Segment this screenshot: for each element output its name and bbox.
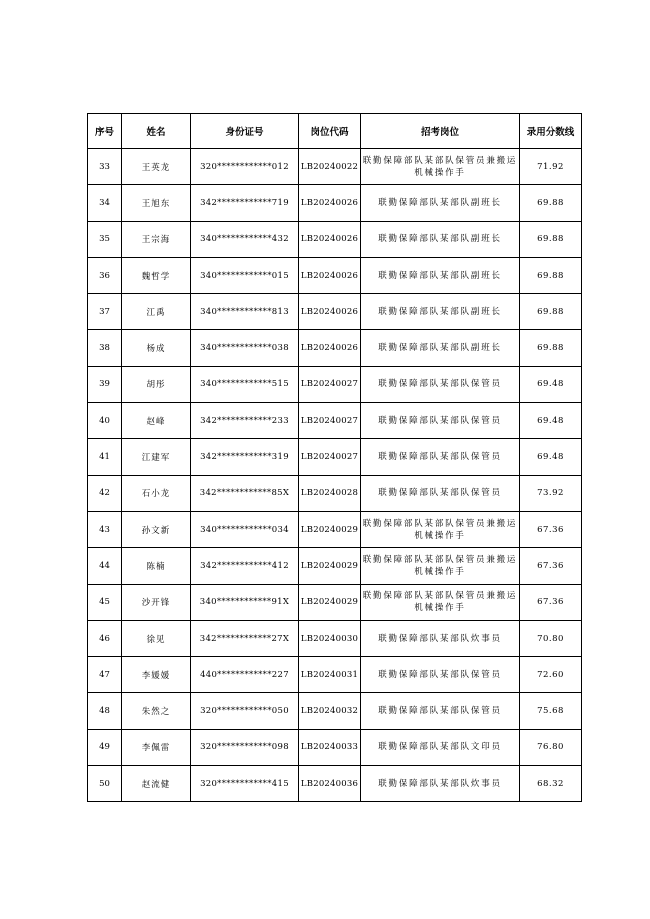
cell-name: 沙开锋 xyxy=(122,584,191,620)
cell-name: 江禹 xyxy=(122,294,191,330)
cell-score: 69.88 xyxy=(520,185,582,221)
cell-no: 45 xyxy=(88,584,122,620)
cell-score: 69.48 xyxy=(520,366,582,402)
cell-post-code: LB20240022 xyxy=(299,149,361,185)
cell-id-number: 340************015 xyxy=(191,257,299,293)
header-score: 录用分数线 xyxy=(520,114,582,149)
cell-score: 75.68 xyxy=(520,693,582,729)
cell-name: 李媛媛 xyxy=(122,657,191,693)
cell-name: 江建军 xyxy=(122,439,191,475)
cell-name: 王宗海 xyxy=(122,221,191,257)
cell-post-code: LB20240030 xyxy=(299,620,361,656)
cell-post: 联勤保障部队某部队保管员兼搬运机械操作手 xyxy=(361,584,520,620)
cell-id-number: 342************412 xyxy=(191,548,299,584)
cell-no: 36 xyxy=(88,257,122,293)
table-body xyxy=(88,149,582,802)
cell-post: 联勤保障部队某部队保管员兼搬运机械操作手 xyxy=(361,149,520,185)
cell-score: 71.92 xyxy=(520,149,582,185)
cell-post: 联勤保障部队某部队副班长 xyxy=(361,185,520,221)
cell-score: 76.80 xyxy=(520,729,582,765)
cell-score: 69.88 xyxy=(520,330,582,366)
cell-id-number: 320************415 xyxy=(191,766,299,802)
cell-name: 孙文新 xyxy=(122,511,191,547)
table-row xyxy=(88,366,582,402)
table-row xyxy=(88,475,582,511)
cell-no: 41 xyxy=(88,439,122,475)
table-header-row xyxy=(88,114,582,149)
cell-no: 35 xyxy=(88,221,122,257)
table-row xyxy=(88,548,582,584)
table-row xyxy=(88,766,582,802)
cell-no: 37 xyxy=(88,294,122,330)
cell-id-number: 340************91X xyxy=(191,584,299,620)
cell-no: 43 xyxy=(88,511,122,547)
cell-post: 联勤保障部队某部队副班长 xyxy=(361,294,520,330)
cell-post-code: LB20240029 xyxy=(299,548,361,584)
cell-post-code: LB20240032 xyxy=(299,693,361,729)
table-row xyxy=(88,185,582,221)
cell-post-code: LB20240026 xyxy=(299,330,361,366)
cell-id-number: 340************813 xyxy=(191,294,299,330)
cell-post: 联勤保障部队某部队副班长 xyxy=(361,330,520,366)
cell-post: 联勤保障部队某部队副班长 xyxy=(361,221,520,257)
cell-post-code: LB20240026 xyxy=(299,257,361,293)
cell-score: 69.48 xyxy=(520,403,582,439)
cell-name: 赵流健 xyxy=(122,766,191,802)
cell-post-code: LB20240036 xyxy=(299,766,361,802)
header-post: 招考岗位 xyxy=(361,114,520,149)
cell-id-number: 340************038 xyxy=(191,330,299,366)
cell-score: 69.88 xyxy=(520,294,582,330)
cell-no: 40 xyxy=(88,403,122,439)
table-row xyxy=(88,330,582,366)
cell-name: 石小龙 xyxy=(122,475,191,511)
cell-post: 联勤保障部队某部队保管员兼搬运机械操作手 xyxy=(361,548,520,584)
cell-score: 67.36 xyxy=(520,584,582,620)
cell-name: 杨成 xyxy=(122,330,191,366)
cell-score: 69.88 xyxy=(520,257,582,293)
cell-post-code: LB20240027 xyxy=(299,366,361,402)
cell-id-number: 340************515 xyxy=(191,366,299,402)
cell-post: 联勤保障部队某部队炊事员 xyxy=(361,620,520,656)
cell-id-number: 320************098 xyxy=(191,729,299,765)
cell-post: 联勤保障部队某部队保管员 xyxy=(361,366,520,402)
cell-name: 徐见 xyxy=(122,620,191,656)
cell-post: 联勤保障部队某部队保管员 xyxy=(361,475,520,511)
cell-name: 李佩雷 xyxy=(122,729,191,765)
cell-no: 44 xyxy=(88,548,122,584)
cell-no: 47 xyxy=(88,657,122,693)
cell-no: 50 xyxy=(88,766,122,802)
cell-name: 赵峰 xyxy=(122,403,191,439)
cell-post-code: LB20240031 xyxy=(299,657,361,693)
cell-post-code: LB20240028 xyxy=(299,475,361,511)
cell-name: 王旭东 xyxy=(122,185,191,221)
header-no: 序号 xyxy=(88,114,122,149)
cell-score: 70.80 xyxy=(520,620,582,656)
cell-post: 联勤保障部队某部队保管员兼搬运机械操作手 xyxy=(361,511,520,547)
cell-post: 联勤保障部队某部队副班长 xyxy=(361,257,520,293)
cell-id-number: 340************432 xyxy=(191,221,299,257)
cell-score: 73.92 xyxy=(520,475,582,511)
cell-no: 33 xyxy=(88,149,122,185)
table-row xyxy=(88,294,582,330)
cell-name: 胡彤 xyxy=(122,366,191,402)
cell-no: 42 xyxy=(88,475,122,511)
cell-post: 联勤保障部队某部队保管员 xyxy=(361,403,520,439)
cell-post: 联勤保障部队某部队保管员 xyxy=(361,693,520,729)
table-row xyxy=(88,149,582,185)
cell-post-code: LB20240029 xyxy=(299,584,361,620)
cell-id-number: 342************233 xyxy=(191,403,299,439)
table-row xyxy=(88,439,582,475)
header-id: 身份证号 xyxy=(191,114,299,149)
header-name: 姓名 xyxy=(122,114,191,149)
cell-score: 67.36 xyxy=(520,548,582,584)
table-row xyxy=(88,511,582,547)
cell-score: 69.88 xyxy=(520,221,582,257)
cell-post-code: LB20240027 xyxy=(299,403,361,439)
table-row xyxy=(88,693,582,729)
cell-post: 联勤保障部队某部队文印员 xyxy=(361,729,520,765)
table-row xyxy=(88,257,582,293)
cell-id-number: 342************719 xyxy=(191,185,299,221)
cell-id-number: 342************85X xyxy=(191,475,299,511)
cell-post-code: LB20240026 xyxy=(299,294,361,330)
cell-no: 38 xyxy=(88,330,122,366)
table-row xyxy=(88,403,582,439)
cell-post: 联勤保障部队某部队保管员 xyxy=(361,439,520,475)
cell-id-number: 320************050 xyxy=(191,693,299,729)
cell-name: 魏哲学 xyxy=(122,257,191,293)
table-row xyxy=(88,729,582,765)
cell-post: 联勤保障部队某部队保管员 xyxy=(361,657,520,693)
cell-id-number: 342************319 xyxy=(191,439,299,475)
cell-score: 69.48 xyxy=(520,439,582,475)
table-row xyxy=(88,657,582,693)
cell-score: 67.36 xyxy=(520,511,582,547)
cell-post-code: LB20240026 xyxy=(299,221,361,257)
cell-post-code: LB20240026 xyxy=(299,185,361,221)
cell-post-code: LB20240033 xyxy=(299,729,361,765)
table-row xyxy=(88,620,582,656)
cell-id-number: 320************012 xyxy=(191,149,299,185)
cell-name: 陈楠 xyxy=(122,548,191,584)
cell-name: 朱然之 xyxy=(122,693,191,729)
cell-post-code: LB20240029 xyxy=(299,511,361,547)
cell-no: 39 xyxy=(88,366,122,402)
admission-table xyxy=(87,113,582,802)
cell-score: 72.60 xyxy=(520,657,582,693)
cell-no: 46 xyxy=(88,620,122,656)
table-row xyxy=(88,584,582,620)
cell-id-number: 340************034 xyxy=(191,511,299,547)
cell-post-code: LB20240027 xyxy=(299,439,361,475)
cell-no: 49 xyxy=(88,729,122,765)
header-code: 岗位代码 xyxy=(299,114,361,149)
cell-id-number: 440************227 xyxy=(191,657,299,693)
cell-no: 48 xyxy=(88,693,122,729)
cell-score: 68.32 xyxy=(520,766,582,802)
table-row xyxy=(88,221,582,257)
cell-no: 34 xyxy=(88,185,122,221)
cell-post: 联勤保障部队某部队炊事员 xyxy=(361,766,520,802)
cell-name: 王英龙 xyxy=(122,149,191,185)
cell-id-number: 342************27X xyxy=(191,620,299,656)
